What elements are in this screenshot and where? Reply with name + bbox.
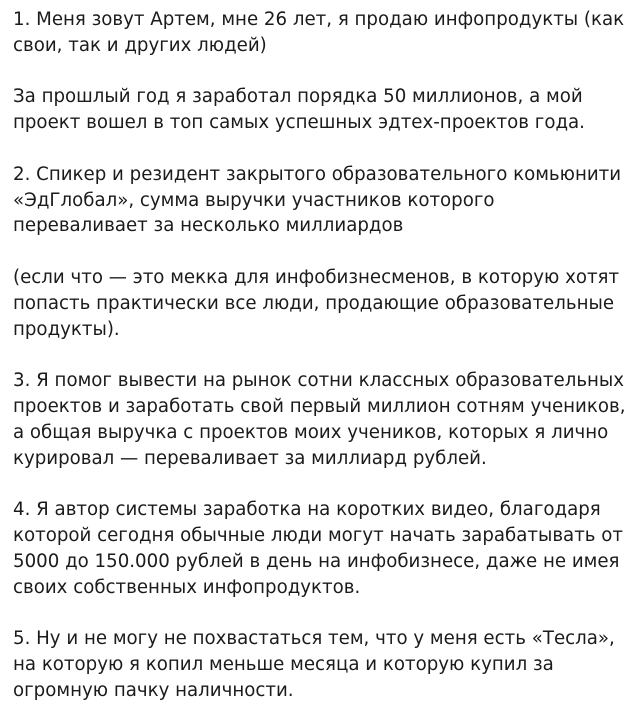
paragraph-5: 3. Я помог вывести на рынок сотни классных образовательных проектов и заработать свой первый миллион сотням учеников, а общая выручка с проектов моих учеников, которых я лично курировал — переваливает за миллиард рублей.	[13, 370, 626, 469]
paragraph-2: За прошлый год я заработал порядка 50 миллионов, а мой проект вошел в топ самых успешных эдтех-проектов года.	[13, 86, 585, 134]
paragraph-6: 4. Я автор системы заработка на коротких видео, благодаря которой сегодня обычные люди могут начать зарабатывать от 5000 до 150.000 рублей в день на инфобизнесе, даже не имея своих собственных инфопродуктов.	[13, 499, 624, 598]
paragraph-3: 2. Спикер и резидент закрытого образовательного комьюнити «ЭдГлобал», сумма выручки участников которого переваливает за несколько миллиардов	[13, 163, 622, 237]
paragraph-7: 5. Ну и не могу не похвастаться тем, что у меня есть «Тесла», на которую я копил меньше месяца и которую купил за огромную пачку наличности.	[13, 628, 615, 701]
paragraph-4: (если что — это мекка для инфобизнесменов, в которую хотят попасть практически все люди, продающие образовательные продукты).	[13, 266, 620, 340]
paragraph-1: 1. Меня зовут Артем, мне 26 лет, я продаю инфопродукты (как свои, так и других людей)	[13, 9, 625, 56]
